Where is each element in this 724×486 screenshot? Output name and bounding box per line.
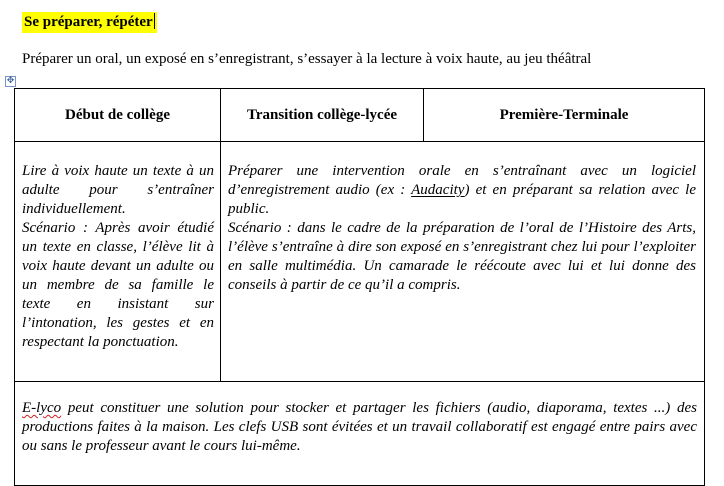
elyco-brand: E-lyco xyxy=(22,400,62,416)
intro-paragraph: Préparer un oral, un exposé en s’enregistrant, s’essayer à la lecture à voix haute, au jeu théâtral xyxy=(22,51,592,67)
footer-cell xyxy=(15,382,705,486)
table-footer-row xyxy=(15,382,705,486)
audacity-link[interactable]: Audacity xyxy=(411,182,465,198)
text-cursor xyxy=(154,13,155,29)
left-cell-scenario: Scénario : Après avoir étudié un texte en classe, l’élève lit à voix haute devant un adulte ou un membre de sa famille le texte en insistant sur l’intonation, les gestes et en respectant la ponctuation. xyxy=(22,220,214,350)
right-cell-text-after: ) et en préparant sa relation avec le public. xyxy=(228,182,696,217)
cell-debut-college xyxy=(15,142,221,382)
cell-transition-premiere xyxy=(221,142,705,382)
section-heading xyxy=(22,12,157,33)
header-cell-transition: Transition collège-lycée xyxy=(221,89,424,142)
right-cell-scenario: Scénario : dans le cadre de la préparation de l’oral de l’Histoire des Arts, l’élève s’entraîne à dire son exposé en s’enregistrant chez lui pour l’exploiter en salle multimédia. Un camarade le réécoute avec lui et lui donne des conseils à partir de ce qu’il a compris. xyxy=(228,220,696,293)
activities-table xyxy=(14,88,705,486)
footer-text: peut constituer une solution pour stocker et partager les fichiers (audio, diaporama, textes ...) des productions faites à la maison. Les clefs USB sont évitées et un travail collaboratif est engagé entre pairs avec ou sans le professeur avant le cours lui-même. xyxy=(22,400,697,454)
table-body-row xyxy=(15,142,705,382)
header-cell-premiere-terminale: Première-Terminale xyxy=(424,89,705,142)
table-move-handle-icon[interactable]: ✥ xyxy=(6,76,15,86)
table-header-row xyxy=(15,89,705,142)
header-cell-debut-college: Début de collège xyxy=(15,89,221,142)
section-heading-text: Se préparer, répéter xyxy=(24,14,153,30)
right-cell-text-before: Préparer une intervention orale en s’entraînant avec un logiciel d’enregistrement audio (ex : xyxy=(228,163,696,198)
left-cell-text: Lire à voix haute un texte à un adulte pour s’entraîner individuellement. xyxy=(22,163,214,217)
